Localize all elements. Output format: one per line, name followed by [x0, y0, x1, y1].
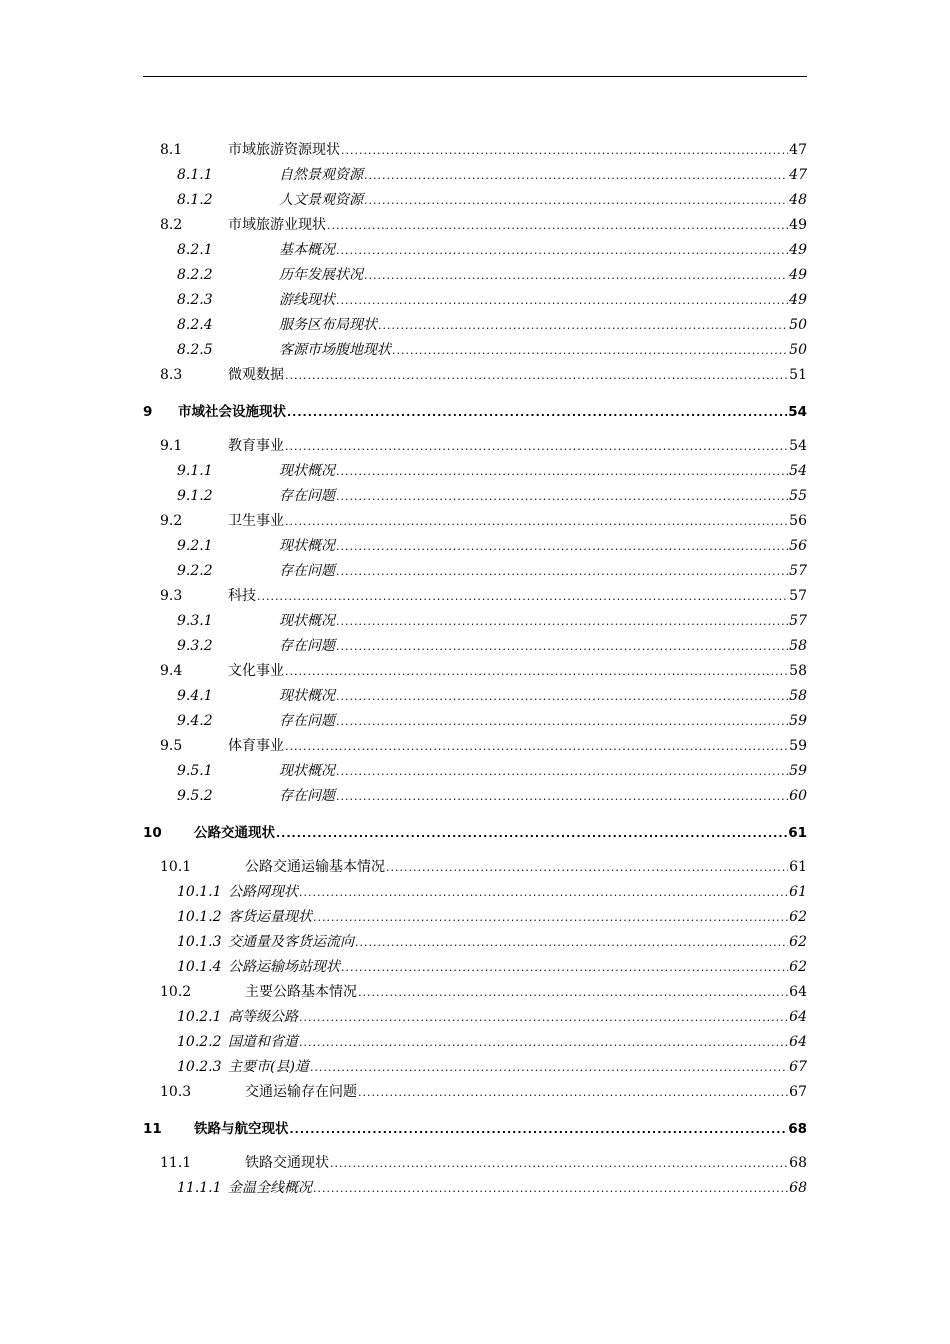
toc-entry-page: 55: [789, 488, 807, 504]
dot-leader: [386, 856, 788, 879]
toc-entry-number: 9.5.1: [177, 763, 213, 779]
toc-entry-page: 67: [789, 1059, 807, 1075]
toc-entry-title: 存在问题: [279, 488, 335, 504]
toc-entry[interactable]: [143, 264, 807, 286]
toc-entry-page: 47: [789, 142, 807, 158]
dot-leader: [310, 1056, 788, 1079]
toc-entry-title: 现状概况: [279, 538, 335, 554]
toc-entry[interactable]: [143, 314, 807, 336]
toc-entry-title: 国道和省道: [228, 1034, 298, 1050]
dot-leader: [257, 585, 788, 608]
toc-entry[interactable]: [143, 1152, 807, 1174]
toc-entry-number: 8.2: [160, 217, 183, 233]
dot-leader: [276, 822, 787, 845]
toc-entry-page: 61: [789, 859, 807, 875]
toc-entry-number: 9.1: [160, 438, 183, 454]
dot-leader: [364, 264, 788, 287]
toc-entry-title: 存在问题: [279, 638, 335, 654]
toc-entry[interactable]: [143, 289, 807, 311]
toc-entry-page: 59: [789, 713, 807, 729]
toc-entry-title: 存在问题: [279, 788, 335, 804]
toc-entry-title: 文化事业: [228, 663, 284, 679]
toc-entry[interactable]: [143, 401, 807, 423]
toc-entry-number: 10.2.1: [177, 1009, 222, 1025]
toc-entry-number: 9.3.2: [177, 638, 213, 654]
toc-entry-title: 市域旅游业现状: [228, 217, 326, 233]
toc-entry-title: 体育事业: [228, 738, 284, 754]
toc-entry-title: 公路交通现状: [194, 825, 275, 841]
toc-entry[interactable]: [143, 485, 807, 507]
toc-entry-title: 自然景观资源: [279, 167, 363, 183]
toc-entry-title: 公路网现状: [228, 884, 298, 900]
toc-entry[interactable]: [143, 1031, 807, 1053]
dot-leader: [341, 139, 788, 162]
toc-entry-title: 客货运量现状: [228, 909, 312, 925]
toc-entry-number: 10.2.3: [177, 1059, 222, 1075]
toc-entry-page: 57: [789, 613, 807, 629]
toc-entry[interactable]: [143, 1006, 807, 1028]
dot-leader: [330, 1152, 788, 1175]
toc-entry[interactable]: [143, 1177, 807, 1199]
toc-entry-page: 64: [789, 984, 807, 1000]
toc-entry-number: 8.2.3: [177, 292, 213, 308]
toc-entry-number: 8.3: [160, 367, 183, 383]
toc-entry-page: 57: [789, 588, 807, 604]
toc-entry-number: 9.1.1: [177, 463, 213, 479]
toc-entry-number: 11.1: [160, 1155, 192, 1171]
dot-leader: [341, 956, 788, 979]
toc-entry-title: 微观数据: [228, 367, 284, 383]
dot-leader: [327, 214, 788, 237]
toc-entry[interactable]: [143, 760, 807, 782]
toc-entry-title: 基本概况: [279, 242, 335, 258]
dot-leader: [336, 635, 788, 658]
toc-entry[interactable]: [143, 339, 807, 361]
toc-entry-number: 10.2.2: [177, 1034, 222, 1050]
toc-entry-title: 交通量及客货运流向: [228, 934, 354, 950]
toc-entry[interactable]: [143, 560, 807, 582]
toc-entry-page: 62: [789, 959, 807, 975]
toc-entry-number: 9.2.1: [177, 538, 213, 554]
toc-entry-number: 9.2.2: [177, 563, 213, 579]
toc-entry-title: 主要市(县)道: [228, 1059, 309, 1075]
toc-entry-number: 10: [143, 825, 162, 841]
toc-entry-page: 54: [788, 404, 807, 420]
toc-entry[interactable]: [143, 881, 807, 903]
toc-entry[interactable]: [143, 585, 807, 607]
toc-entry-page: 62: [789, 934, 807, 950]
toc-entry-title: 人文景观资源: [279, 192, 363, 208]
toc-entry-number: 9.4: [160, 663, 183, 679]
dot-leader: [287, 401, 787, 424]
toc-entry-page: 67: [789, 1084, 807, 1100]
toc-entry-title: 公路运输场站现状: [228, 959, 340, 975]
toc-entry-page: 58: [789, 663, 807, 679]
toc-entry-page: 50: [789, 342, 807, 358]
toc-entry-number: 8.2.4: [177, 317, 213, 333]
toc-entry-page: 50: [789, 317, 807, 333]
header-rule: [143, 76, 807, 77]
toc-entry-page: 51: [789, 367, 807, 383]
dot-leader: [285, 435, 788, 458]
toc-entry[interactable]: [143, 139, 807, 161]
toc-entry-page: 59: [789, 738, 807, 754]
toc-entry-page: 64: [789, 1009, 807, 1025]
dot-leader: [355, 931, 788, 954]
toc-entry-page: 49: [789, 267, 807, 283]
toc-entry-number: 9.3: [160, 588, 183, 604]
toc-entry-title: 金温全线概况: [228, 1180, 312, 1196]
toc-entry-number: 11: [143, 1121, 162, 1137]
dot-leader: [336, 785, 788, 808]
toc-entry-page: 57: [789, 563, 807, 579]
toc-entry-page: 64: [789, 1034, 807, 1050]
toc-entry-number: 10.1.4: [177, 959, 222, 975]
toc-entry[interactable]: [143, 956, 807, 978]
toc-entry[interactable]: [143, 510, 807, 532]
dot-leader: [336, 685, 788, 708]
dot-leader: [290, 1118, 788, 1141]
toc-entry-page: 68: [788, 1121, 807, 1137]
toc-entry-page: 68: [789, 1180, 807, 1196]
toc-entry-number: 10.1.3: [177, 934, 222, 950]
toc-entry-number: 9.3.1: [177, 613, 213, 629]
dot-leader: [336, 710, 788, 733]
toc-entry-page: 49: [789, 292, 807, 308]
toc-entry-number: 9.2: [160, 513, 183, 529]
toc-entry-title: 高等级公路: [228, 1009, 298, 1025]
toc-entry-number: 9.1.2: [177, 488, 213, 504]
toc-entry-title: 现状概况: [279, 463, 335, 479]
toc-entry[interactable]: [143, 610, 807, 632]
toc-entry-title: 现状概况: [279, 688, 335, 704]
toc-entry[interactable]: [143, 856, 807, 878]
toc-entry[interactable]: [143, 435, 807, 457]
dot-leader: [336, 485, 788, 508]
dot-leader: [336, 535, 788, 558]
toc-entry-number: 10.1.2: [177, 909, 222, 925]
toc-entry-number: 8.1: [160, 142, 183, 158]
dot-leader: [336, 610, 788, 633]
toc-entry-title: 现状概况: [279, 763, 335, 779]
toc-entry-number: 9.5: [160, 738, 183, 754]
toc-entry-page: 56: [789, 538, 807, 554]
toc-entry[interactable]: [143, 906, 807, 928]
dot-leader: [285, 510, 788, 533]
toc-entry-title: 存在问题: [279, 563, 335, 579]
toc-entry-page: 54: [789, 463, 807, 479]
toc-entry[interactable]: [143, 685, 807, 707]
dot-leader: [364, 164, 788, 187]
toc-entry-number: 10.2: [160, 984, 192, 1000]
toc-entry-page: 49: [789, 242, 807, 258]
toc-entry-page: 54: [789, 438, 807, 454]
dot-leader: [336, 760, 788, 783]
toc-entry[interactable]: [143, 822, 807, 844]
toc-entry-number: 8.2.5: [177, 342, 213, 358]
dot-leader: [299, 881, 788, 904]
dot-leader: [313, 1177, 788, 1200]
dot-leader: [336, 289, 788, 312]
toc-entry-page: 48: [789, 192, 807, 208]
toc-entry-page: 60: [789, 788, 807, 804]
toc-entry[interactable]: [143, 785, 807, 807]
toc-entry-title: 现状概况: [279, 613, 335, 629]
toc-entry-title: 科技: [228, 588, 256, 604]
dot-leader: [285, 660, 788, 683]
toc-entry[interactable]: [143, 981, 807, 1003]
toc-entry-number: 8.2.1: [177, 242, 213, 258]
toc-entry-number: 11.1.1: [177, 1180, 222, 1196]
toc-entry-number: 9.4.2: [177, 713, 213, 729]
toc-entry-title: 存在问题: [279, 713, 335, 729]
dot-leader: [299, 1006, 788, 1029]
toc-entry[interactable]: [143, 535, 807, 557]
toc-entry-page: 56: [789, 513, 807, 529]
toc-entry-title: 市域社会设施现状: [178, 404, 286, 420]
toc-entry-number: 9: [143, 404, 153, 420]
toc-entry-page: 68: [789, 1155, 807, 1171]
toc-entry-title: 服务区布局现状: [279, 317, 377, 333]
dot-leader: [336, 560, 788, 583]
dot-leader: [336, 460, 788, 483]
toc-entry[interactable]: [143, 1081, 807, 1103]
toc-entry-number: 9.4.1: [177, 688, 213, 704]
toc-entry-title: 市域旅游资源现状: [228, 142, 340, 158]
toc-entry-number: 10.3: [160, 1084, 192, 1100]
toc-entry-number: 10.1.1: [177, 884, 222, 900]
toc-entry-page: 62: [789, 909, 807, 925]
toc-entry-title: 卫生事业: [228, 513, 284, 529]
toc-entry-title: 游线现状: [279, 292, 335, 308]
toc-entry-page: 61: [788, 825, 807, 841]
dot-leader: [364, 189, 788, 212]
toc-entry[interactable]: [143, 214, 807, 236]
toc-entry[interactable]: [143, 364, 807, 386]
toc-entry-number: 10.1: [160, 859, 192, 875]
toc-entry-title: 历年发展状况: [279, 267, 363, 283]
toc-entry-page: 58: [789, 688, 807, 704]
dot-leader: [392, 339, 788, 362]
toc-entry-title: 铁路与航空现状: [194, 1121, 289, 1137]
toc-entry[interactable]: [143, 189, 807, 211]
toc-entry[interactable]: [143, 239, 807, 261]
dot-leader: [358, 981, 788, 1004]
toc-entry-number: 9.5.2: [177, 788, 213, 804]
dot-leader: [299, 1031, 788, 1054]
dot-leader: [358, 1081, 788, 1104]
toc-entry-title: 主要公路基本情况: [245, 984, 357, 1000]
toc-entry[interactable]: [143, 710, 807, 732]
toc-entry-page: 61: [789, 884, 807, 900]
toc-entry-page: 59: [789, 763, 807, 779]
toc-entry[interactable]: [143, 1056, 807, 1078]
toc-entry[interactable]: [143, 660, 807, 682]
toc-entry[interactable]: [143, 931, 807, 953]
toc-entry[interactable]: [143, 635, 807, 657]
toc-entry-title: 客源市场腹地现状: [279, 342, 391, 358]
toc-entry[interactable]: [143, 164, 807, 186]
toc-entry-page: 49: [789, 217, 807, 233]
toc-entry-page: 58: [789, 638, 807, 654]
toc-entry-number: 8.1.2: [177, 192, 213, 208]
toc-entry[interactable]: [143, 460, 807, 482]
dot-leader: [336, 239, 788, 262]
dot-leader: [378, 314, 788, 337]
toc-entry-title: 铁路交通现状: [245, 1155, 329, 1171]
toc-entry-page: 47: [789, 167, 807, 183]
toc-entry-title: 公路交通运输基本情况: [245, 859, 385, 875]
toc-entry-number: 8.1.1: [177, 167, 213, 183]
toc-entry[interactable]: [143, 1118, 807, 1140]
dot-leader: [285, 364, 788, 387]
toc-entry-title: 教育事业: [228, 438, 284, 454]
dot-leader: [313, 906, 788, 929]
toc-entry[interactable]: [143, 735, 807, 757]
toc-entry-number: 8.2.2: [177, 267, 213, 283]
toc-entry-title: 交通运输存在问题: [245, 1084, 357, 1100]
dot-leader: [285, 735, 788, 758]
